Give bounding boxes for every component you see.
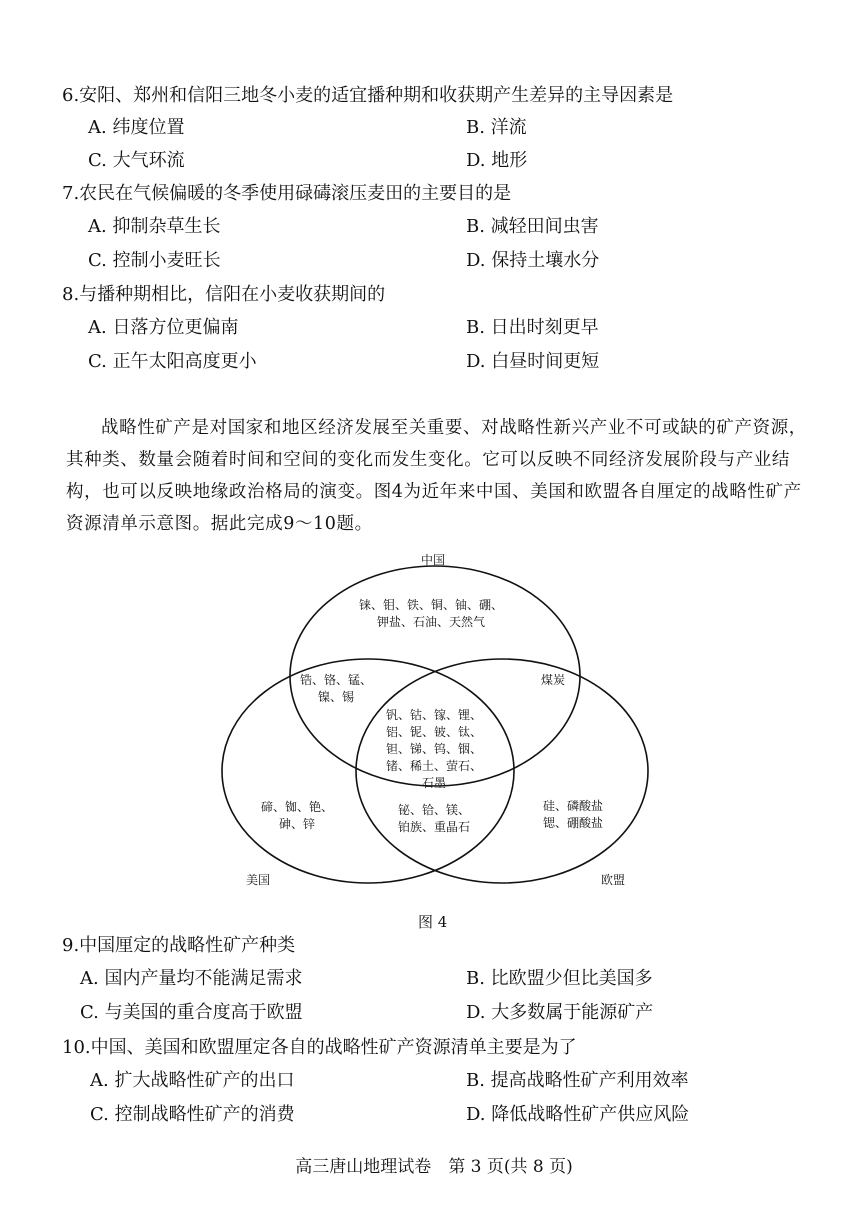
question-6-option-d: D. 地形: [466, 150, 528, 171]
question-8-stem: 8.与播种期相比，信阳在小麦收获期间的: [62, 284, 386, 305]
region-usa-eu-line-2: 铂族、重晶石: [397, 820, 471, 834]
question-10-stem: 10.中国、美国和欧盟厘定各自的战略性矿产资源清单主要是为了: [62, 1037, 577, 1058]
question-8-option-d: D. 白昼时间更短: [466, 351, 600, 372]
region-eu-only-line-2: 锶、硼酸盐: [542, 816, 604, 830]
region-all-line-1: 钒、钴、镓、锂、: [385, 708, 483, 722]
region-all-line-2: 铝、铌、铍、钛、: [385, 725, 483, 739]
region-usa-eu-line-1: 铋、铪、镁、: [397, 803, 471, 817]
question-8-option-c: C. 正午太阳高度更小: [88, 351, 257, 372]
question-10-option-b: B. 提高战略性矿产利用效率: [466, 1070, 689, 1091]
question-9-option-c: C. 与美国的重合度高于欧盟: [80, 1002, 303, 1023]
question-9-option-d: D. 大多数属于能源矿产: [466, 1002, 654, 1023]
question-9-stem: 9.中国厘定的战略性矿产种类: [62, 935, 296, 956]
question-9-option-b: B. 比欧盟少但比美国多: [466, 968, 653, 989]
region-usa-only-line-2: 砷、锌: [278, 817, 316, 831]
region-china-usa-line-1: 锆、铬、锰、: [299, 673, 373, 687]
question-10-option-c: C. 控制战略性矿产的消费: [90, 1104, 295, 1125]
region-all-line-4: 锗、稀土、萤石、: [385, 759, 483, 773]
region-eu-only-line-1: 硅、磷酸盐: [542, 799, 604, 813]
region-china-only-line-1: 铼、钼、铁、铜、铀、硼、: [358, 598, 504, 612]
region-all-line-3: 钽、锑、钨、铟、: [385, 742, 483, 756]
region-all-line-5: 石墨: [421, 776, 447, 790]
figure-caption: 图 4: [418, 913, 448, 931]
question-7-option-c: C. 控制小麦旺长: [88, 250, 221, 271]
region-china-eu: 煤炭: [540, 673, 566, 687]
question-8-option-a: A. 日落方位更偏南: [88, 317, 239, 338]
question-10-option-a: A. 扩大战略性矿产的出口: [90, 1070, 295, 1091]
reading-passage: [66, 412, 814, 540]
question-10-option-d: D. 降低战略性矿产供应风险: [466, 1104, 690, 1125]
question-8-option-b: B. 日出时刻更早: [466, 317, 599, 338]
question-9-option-a: A. 国内产量均不能满足需求: [80, 968, 303, 989]
label-china: 中国: [420, 553, 446, 567]
question-6-option-b: B. 洋流: [466, 117, 527, 138]
region-china-usa-line-2: 镍、锡: [317, 690, 355, 704]
question-6-option-c: C. 大气环流: [88, 150, 185, 171]
question-7-option-b: B. 减轻田间虫害: [466, 216, 599, 237]
page-footer: 高三唐山地理试卷 第 3 页(共 8 页): [295, 1157, 573, 1177]
question-6-option-a: A. 纬度位置: [88, 117, 185, 138]
passage-text: 战略性矿产是对国家和地区经济发展至关重要、对战略性新兴产业不可或缺的矿产资源，其种类、数量会随着时间和空间的变化而发生变化。它可以反映不同经济发展阶段与产业结构，也可以反映地缘政治格局的演变。图4为近年来中国、美国和欧盟各自厘定的战略性矿产资源清单示意图。据此完成9～10题。: [66, 418, 807, 534]
venn-diagram: [0, 548, 868, 908]
question-7-option-a: A. 抑制杂草生长: [88, 216, 221, 237]
region-china-only-line-2: 钾盐、石油、天然气: [376, 615, 486, 629]
question-6-stem: 6.安阳、郑州和信阳三地冬小麦的适宜播种期和收获期产生差异的主导因素是: [62, 85, 674, 106]
label-eu: 欧盟: [600, 873, 626, 887]
label-usa: 美国: [245, 873, 271, 887]
question-7-option-d: D. 保持土壤水分: [466, 250, 600, 271]
question-7-stem: 7.农民在气候偏暖的冬季使用碌碡滚压麦田的主要目的是: [62, 183, 512, 204]
region-usa-only-line-1: 碲、铷、铯、: [260, 800, 334, 814]
